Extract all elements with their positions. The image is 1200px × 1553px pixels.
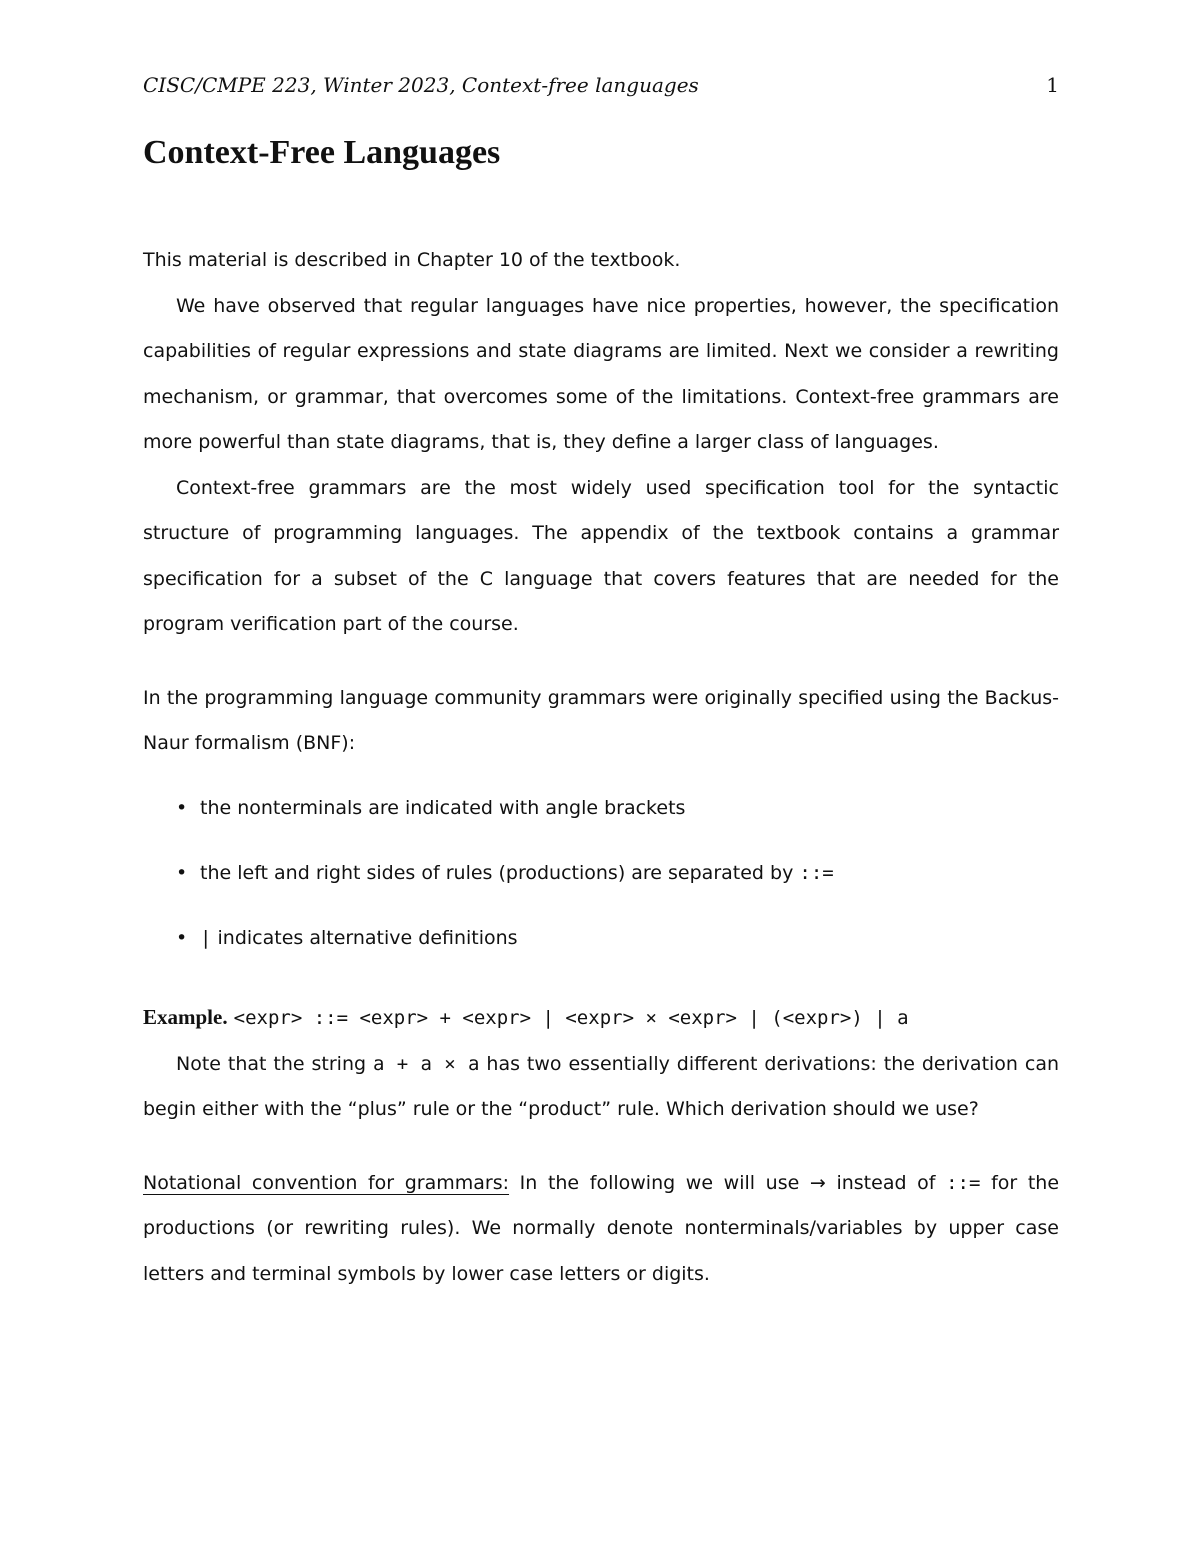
- convention-paragraph: [143, 1161, 1059, 1298]
- note-text-after: has two essentially different derivations: the derivation can begin either with the “plus” rule or the “product” rule. Which derivation should we use?: [143, 1052, 1060, 1120]
- page-number: 1: [1046, 73, 1059, 97]
- document-body: [143, 238, 1059, 1297]
- convention-text-before: In the following we will use → instead of: [519, 1171, 936, 1194]
- note-text-before: Note that the string: [176, 1052, 367, 1075]
- intro-paragraph: This material is described in Chapter 10 of the textbook.: [143, 249, 681, 271]
- paragraph-bnf: In the programming language community grammars were originally specified using the Backus-Naur formalism (BNF):: [143, 686, 1059, 754]
- example-line: [143, 995, 1059, 1042]
- convention-heading: Notational convention for grammars:: [143, 1171, 510, 1194]
- running-header: [143, 73, 1059, 97]
- bullet-text: indicates alternative definitions: [217, 926, 518, 949]
- bullet-icon: •: [176, 926, 188, 949]
- paragraph-regular-languages: We have observed that regular languages have nice properties, however, the specification capabilities of regular expressions and state diagrams are limited. Next we consider a rewriting mechanism, or grammar, that overcomes some of the limitations. Context-free grammars are more powerful than state diagrams, that is, they define a larger class of languages.: [143, 294, 1059, 453]
- list-item: [143, 916, 1059, 962]
- bullet-code: ::=: [799, 861, 834, 884]
- running-title: CISC/CMPE 223, Winter 2023, Context-free languages: [143, 73, 699, 97]
- list-item: [143, 851, 1059, 897]
- bullet-icon: •: [176, 861, 188, 884]
- bnf-bullet-list: [143, 786, 1059, 962]
- bullet-text: the nonterminals are indicated with angle brackets: [200, 796, 686, 819]
- paragraph-context-free-grammars: Context-free grammars are the most widely used specification tool for the syntactic structure of programming languages. The appendix of the textbook contains a grammar specification for a subset of the C language that covers features that are needed for the program verification part of the course.: [143, 476, 1059, 635]
- example-label: Example.: [143, 1005, 228, 1029]
- document-title: Context-Free Languages: [143, 134, 501, 171]
- bullet-code: |: [200, 926, 212, 949]
- bullet-icon: •: [176, 796, 188, 819]
- convention-text-after: for the productions (or rewriting rules). We normally denote nonterminals/variables by upper case letters and terminal symbols by lower case letters or digits.: [143, 1171, 1060, 1285]
- example-note: [143, 1042, 1059, 1133]
- bullet-text: the left and right sides of rules (productions) are separated by: [200, 861, 794, 884]
- convention-code: ::=: [946, 1171, 981, 1194]
- example-rule: <expr> ::= <expr> + <expr> | <expr> × <expr> | (<expr>) | a: [233, 1007, 909, 1029]
- list-item: [143, 786, 1059, 832]
- note-code: a + a × a: [373, 1052, 480, 1075]
